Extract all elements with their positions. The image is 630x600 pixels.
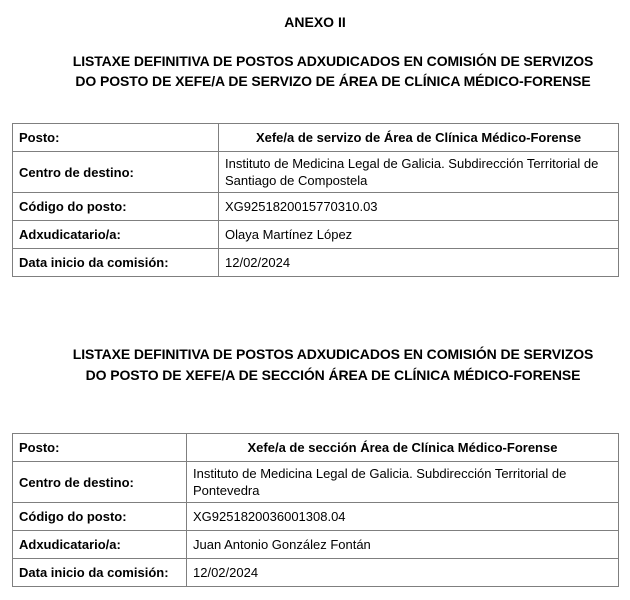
row-value-data-inicio: 12/02/2024 (219, 249, 619, 277)
row-label-data-inicio: Data inicio da comisión: (13, 559, 187, 587)
row-label-adxudicatario: Adxudicatario/a: (13, 221, 219, 249)
row-label-centro: Centro de destino: (13, 152, 219, 193)
row-label-codigo: Código do posto: (13, 193, 219, 221)
section-1-title-line-1: LISTAXE DEFINITIVA DE POSTOS ADXUDICADOS EN COMISIÓN DE SERVIZOS (72, 53, 594, 69)
section-1-title-line-2: DO POSTO DE XEFE/A DE SERVIZO DE ÁREA DE CLÍNICA MÉDICO-FORENSE (75, 73, 591, 89)
section-1-table (12, 123, 619, 277)
table-row (13, 462, 619, 503)
row-label-posto: Posto: (13, 124, 219, 152)
row-label-centro: Centro de destino: (13, 462, 187, 503)
table-row (13, 221, 619, 249)
section-2-title-line-1: LISTAXE DEFINITIVA DE POSTOS ADXUDICADOS EN COMISIÓN DE SERVIZOS (72, 346, 594, 362)
table-row (13, 193, 619, 221)
section-2-title-line-2: DO POSTO DE XEFE/A DE SECCIÓN ÁREA DE CLÍNICA MÉDICO-FORENSE (85, 367, 581, 383)
row-value-centro: Instituto de Medicina Legal de Galicia. Subdirección Territorial de Pontevedra (187, 462, 619, 503)
row-value-codigo: XG9251820036001308.04 (187, 503, 619, 531)
table-row (13, 503, 619, 531)
row-label-codigo: Código do posto: (13, 503, 187, 531)
row-value-adxudicatario: Olaya Martínez López (219, 221, 619, 249)
section-2-table (12, 433, 619, 587)
table-row (13, 124, 619, 152)
row-value-posto: Xefe/a de sección Área de Clínica Médico-Forense (187, 434, 619, 462)
row-label-posto: Posto: (13, 434, 187, 462)
table-row (13, 152, 619, 193)
row-label-data-inicio: Data inicio da comisión: (13, 249, 219, 277)
row-value-centro: Instituto de Medicina Legal de Galicia. Subdirección Territorial de Santiago de Compostela (219, 152, 619, 193)
table-row (13, 434, 619, 462)
annex-title: ANEXO II (284, 14, 346, 30)
row-value-data-inicio: 12/02/2024 (187, 559, 619, 587)
row-value-adxudicatario: Juan Antonio González Fontán (187, 531, 619, 559)
table-row (13, 531, 619, 559)
row-value-codigo: XG9251820015770310.03 (219, 193, 619, 221)
row-label-adxudicatario: Adxudicatario/a: (13, 531, 187, 559)
table-row (13, 249, 619, 277)
row-value-posto: Xefe/a de servizo de Área de Clínica Médico-Forense (219, 124, 619, 152)
table-row (13, 559, 619, 587)
